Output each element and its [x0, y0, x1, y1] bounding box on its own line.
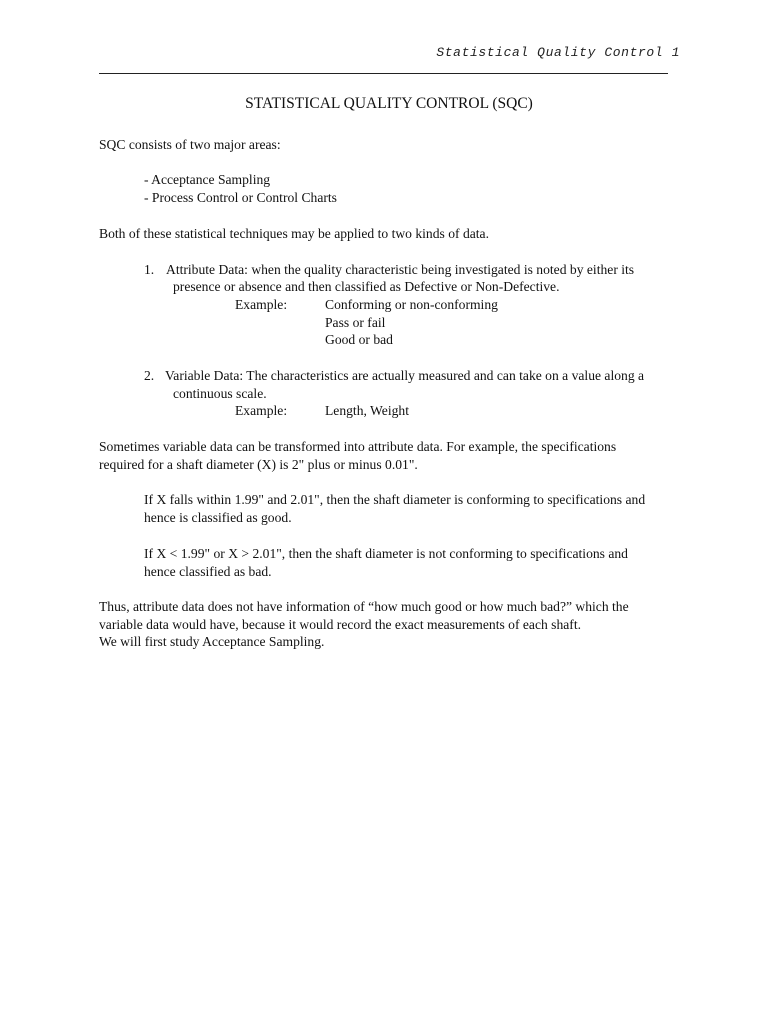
transform-para-line-1: Sometimes variable data can be transformed into attribute data. For example, the specifications [99, 439, 617, 454]
area-item-process-control: - Process Control or Control Charts [144, 190, 337, 205]
attribute-data-line-1: Attribute Data: when the quality characteristic being investigated is noted by either its [166, 262, 635, 277]
variable-data-line-1: Variable Data: The characteristics are actually measured and can take on a value along a [165, 368, 645, 383]
kinds-intro-text: Both of these statistical techniques may be applied to two kinds of data. [99, 226, 489, 241]
variable-example-label: Example: [235, 403, 288, 418]
conclusion-line-1: Thus, attribute data does not have information of “how much good or how much bad?” which the [99, 599, 629, 614]
attribute-data-line-2: presence or absence and then classified as Defective or Non-Defective. [173, 279, 560, 294]
attribute-example-label: Example: [235, 297, 288, 312]
bad-case-line-2: hence classified as bad. [144, 564, 272, 579]
variable-data-line-2: continuous scale. [173, 386, 267, 401]
attribute-example-1: Conforming or non-conforming [325, 297, 498, 312]
list-number-2: 2. [144, 368, 155, 383]
header-rule [99, 73, 668, 74]
variable-example-1: Length, Weight [325, 403, 409, 418]
conclusion-line-2: variable data would have, because it would record the exact measurements of each shaft. [99, 617, 581, 632]
good-case-line-1: If X falls within 1.99" and 2.01", then the shaft diameter is conforming to specifications and [144, 492, 646, 507]
bad-case-line-1: If X < 1.99" or X > 2.01", then the shaft diameter is not conforming to specifications and [144, 546, 628, 561]
intro-text: SQC consists of two major areas: [99, 137, 281, 152]
attribute-example-2: Pass or fail [325, 315, 386, 330]
page-title: STATISTICAL QUALITY CONTROL (SQC) [245, 95, 533, 112]
conclusion-line-3: We will first study Acceptance Sampling. [99, 634, 325, 649]
running-header: Statistical Quality Control 1 [436, 45, 680, 60]
transform-para-line-2: required for a shaft diameter (X) is 2" plus or minus 0.01". [99, 457, 418, 472]
list-number-1: 1. [144, 262, 155, 277]
attribute-example-3: Good or bad [325, 332, 393, 347]
area-item-acceptance-sampling: - Acceptance Sampling [144, 172, 271, 187]
good-case-line-2: hence is classified as good. [144, 510, 292, 525]
